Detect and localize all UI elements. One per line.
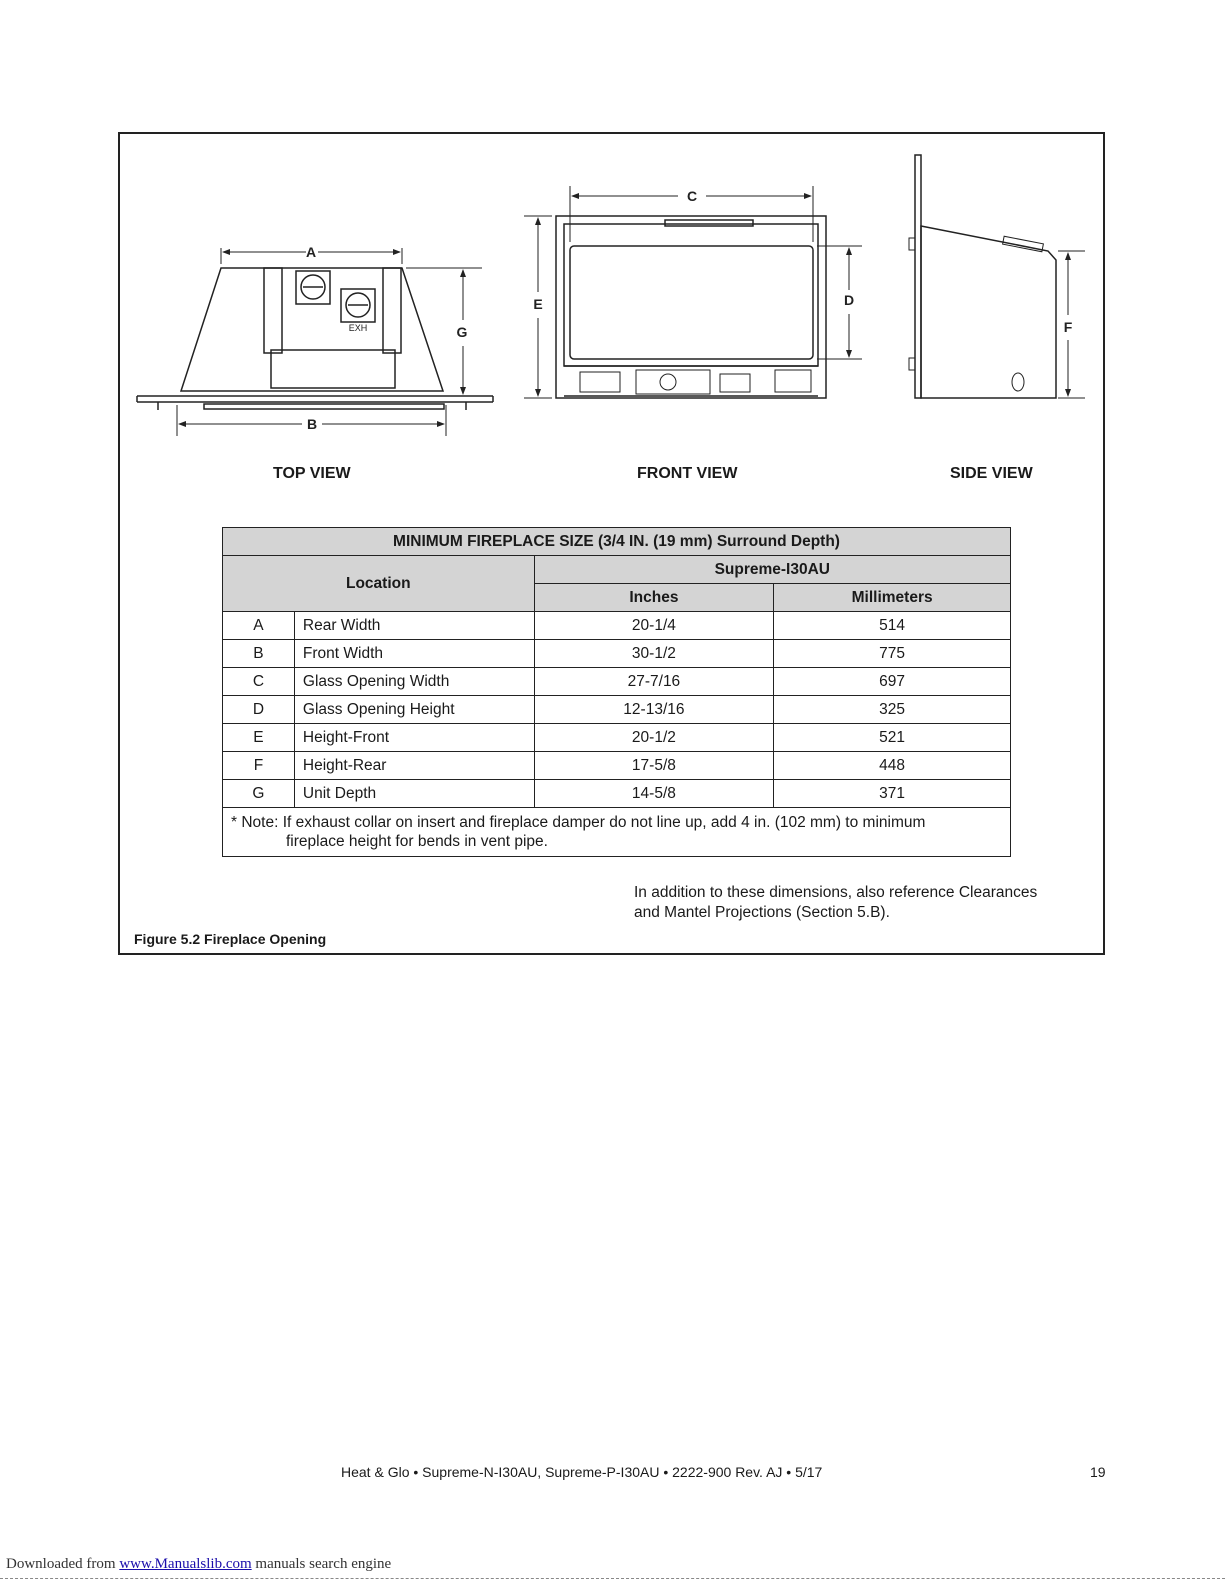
side-view-drawing [909,155,1085,398]
dim-label-b: B [306,416,318,432]
row-mm: 325 [774,696,1011,724]
row-name: Front Width [294,640,534,668]
front-view-drawing [524,186,862,398]
table-row [223,696,1011,724]
note-line-2: fireplace height for bends in vent pipe. [286,833,548,850]
minimum-fireplace-size-table [222,527,1011,857]
row-name: Glass Opening Height [294,696,534,724]
additional-line-1: In addition to these dimensions, also reference Clearances [634,884,1038,901]
dim-label-e: E [533,296,543,312]
page-divider [0,1578,1225,1579]
page-number: 19 [1090,1464,1106,1480]
table-note [223,808,1011,857]
download-notice [6,1556,391,1573]
exh-label: EXH [348,323,368,333]
note-line-1: * Note: If exhaust collar on insert and fireplace damper do not line up, add 4 in. (102 mm) to minimum [231,814,926,831]
manualslib-link[interactable]: www.Manualslib.com [119,1556,252,1572]
page-footer: Heat & Glo • Supreme-N-I30AU, Supreme-P-I30AU • 2222-900 Rev. AJ • 5/17 [341,1464,823,1480]
row-name: Unit Depth [294,780,534,808]
row-mm: 697 [774,668,1011,696]
model-header: Supreme-I30AU [534,556,1010,584]
dim-label-g: G [456,324,468,340]
location-header: Location [223,556,535,612]
row-letter: A [223,612,295,640]
row-letter: F [223,752,295,780]
top-view-label: TOP VIEW [273,465,351,482]
row-inches: 14-5/8 [534,780,774,808]
dim-label-c: C [686,188,698,204]
row-letter: C [223,668,295,696]
row-letter: B [223,640,295,668]
inches-header: Inches [534,584,774,612]
row-mm: 371 [774,780,1011,808]
row-letter: D [223,696,295,724]
row-name: Height-Rear [294,752,534,780]
row-mm: 514 [774,612,1011,640]
additional-line-2: and Mantel Projections (Section 5.B). [634,904,890,921]
dim-label-d: D [843,292,855,308]
download-prefix: Downloaded from [6,1556,120,1572]
row-letter: E [223,724,295,752]
row-inches: 27-7/16 [534,668,774,696]
row-inches: 20-1/4 [534,612,774,640]
row-inches: 30-1/2 [534,640,774,668]
download-suffix: manuals search engine [251,1556,392,1572]
additional-reference-text [634,883,1084,923]
table-row [223,780,1011,808]
dim-label-a: A [305,244,317,260]
row-name: Height-Front [294,724,534,752]
millimeters-header: Millimeters [774,584,1011,612]
figure-caption: Figure 5.2 Fireplace Opening [134,931,327,947]
table-row [223,668,1011,696]
row-mm: 775 [774,640,1011,668]
row-name: Rear Width [294,612,534,640]
table-row [223,752,1011,780]
top-view-drawing [137,248,493,436]
row-inches: 12-13/16 [534,696,774,724]
table-row [223,724,1011,752]
row-mm: 448 [774,752,1011,780]
side-view-label: SIDE VIEW [950,465,1033,482]
row-inches: 20-1/2 [534,724,774,752]
row-letter: G [223,780,295,808]
table-title: MINIMUM FIREPLACE SIZE (3/4 IN. (19 mm) Surround Depth) [223,528,1011,556]
front-view-label: FRONT VIEW [637,465,738,482]
row-name: Glass Opening Width [294,668,534,696]
table-row [223,612,1011,640]
table-row [223,640,1011,668]
dim-label-f: F [1063,319,1073,335]
row-inches: 17-5/8 [534,752,774,780]
row-mm: 521 [774,724,1011,752]
